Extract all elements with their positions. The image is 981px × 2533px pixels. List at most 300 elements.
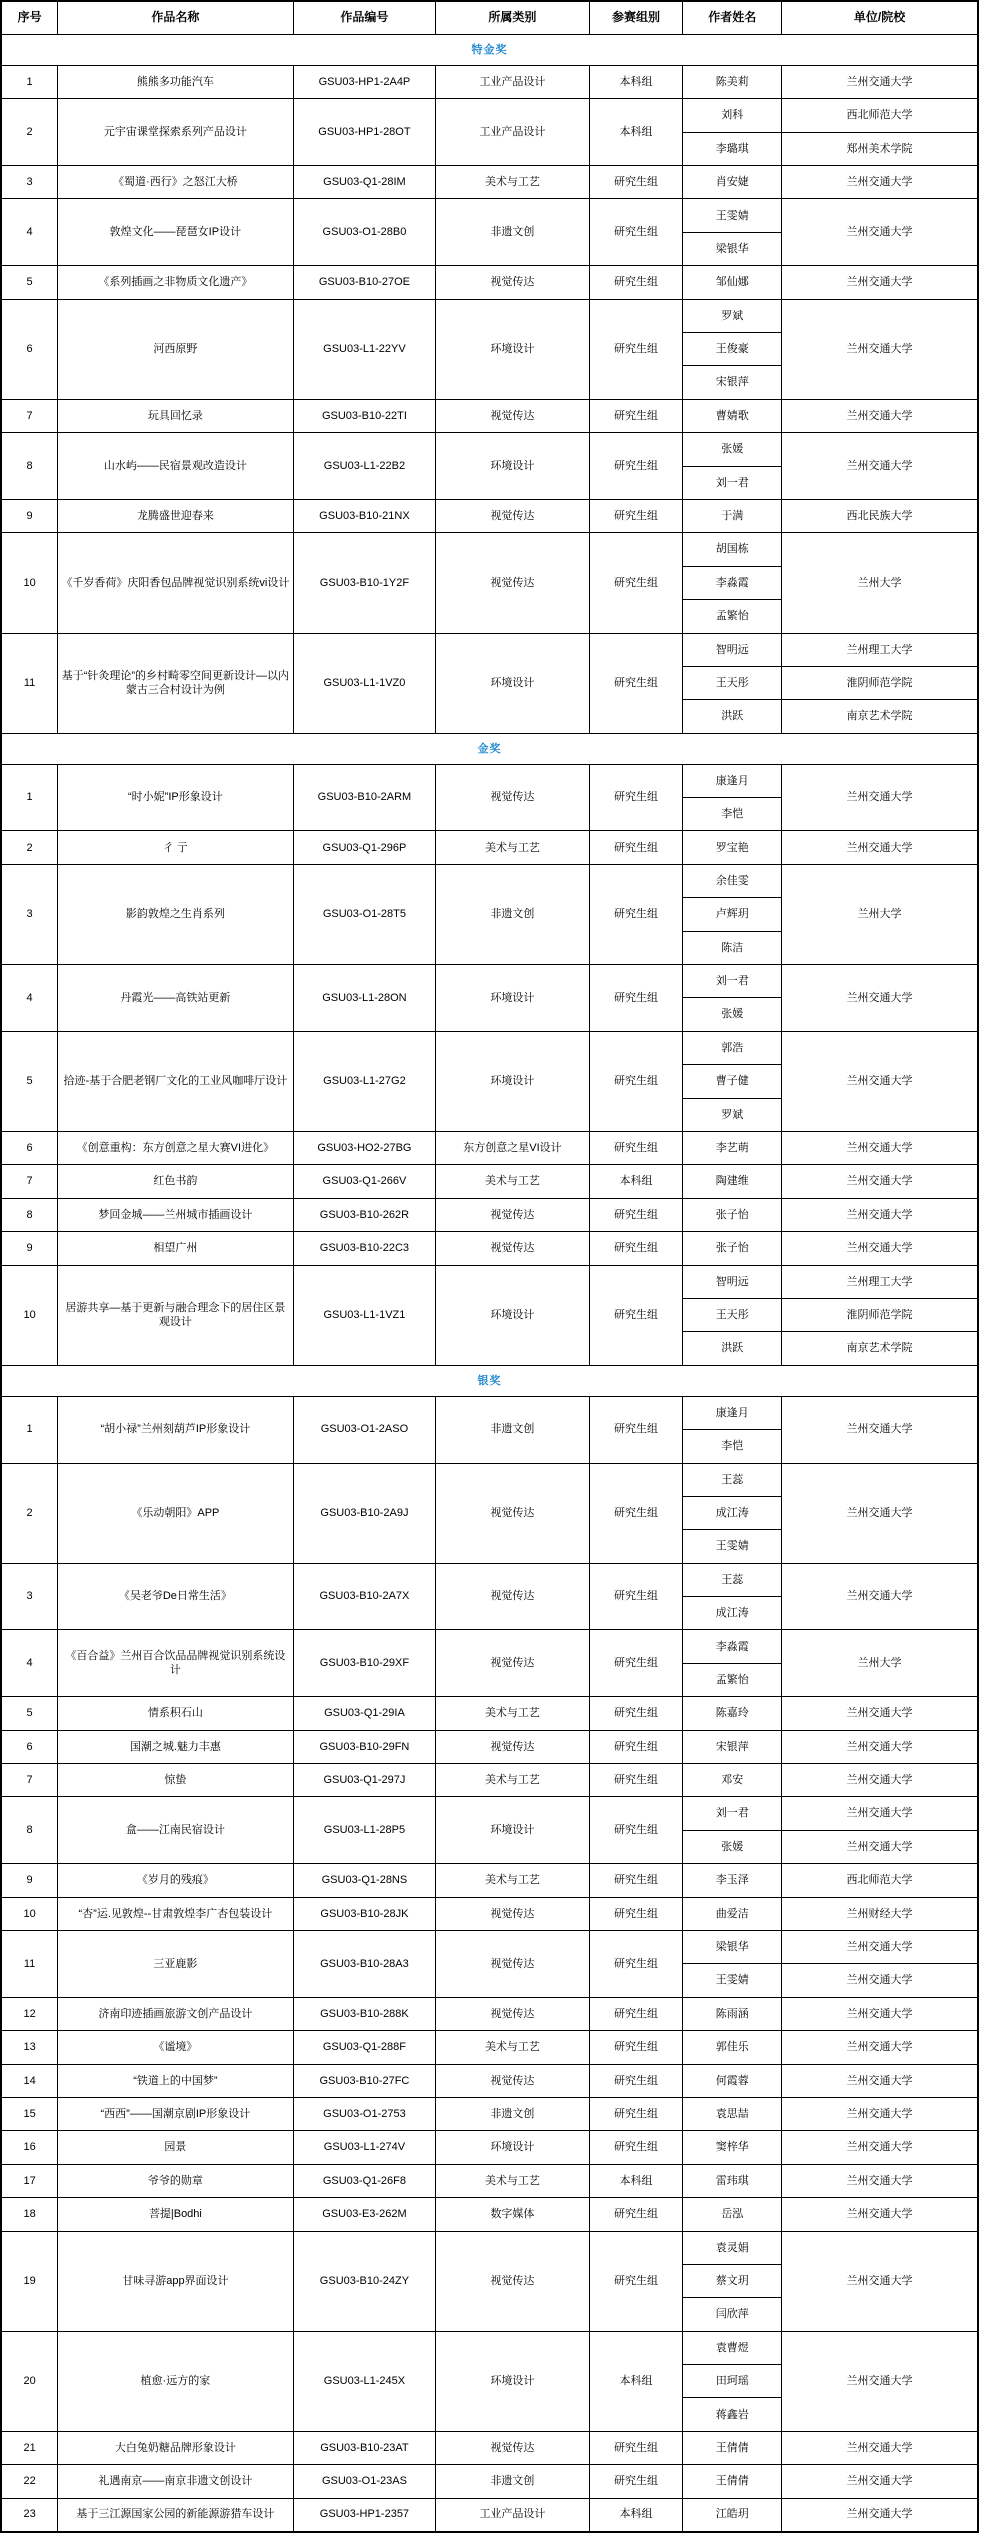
author-cell: 陈雨涵 xyxy=(683,1997,782,2030)
author-cell: 王倩倩 xyxy=(683,2431,782,2464)
entry-subrow xyxy=(1,1997,978,2030)
work-title-cell: 《吴老爷De日常生活》 xyxy=(58,1563,293,1630)
work-title-cell: 甘味寻游app界面设计 xyxy=(58,2231,293,2331)
author-cell: 王倩倩 xyxy=(683,2465,782,2498)
entry-subrow xyxy=(1,2097,978,2130)
category-cell: 视觉传达 xyxy=(436,1730,589,1763)
entry-subrow xyxy=(1,633,978,666)
entry-subrow xyxy=(1,1764,978,1797)
group-cell: 研究生组 xyxy=(589,1630,683,1697)
work-code-cell: GSU03-L1-245X xyxy=(293,2331,436,2431)
category-cell: 视觉传达 xyxy=(436,399,589,432)
column-header-1: 作品名称 xyxy=(58,1,293,34)
work-code-cell: GSU03-Q1-26F8 xyxy=(293,2164,436,2197)
work-title-cell: 国潮之城.魅力丰惠 xyxy=(58,1730,293,1763)
category-cell: 环境设计 xyxy=(436,965,589,1032)
entry-subrow xyxy=(1,1630,978,1663)
author-cell: 罗斌 xyxy=(683,299,782,332)
category-cell: 非遗文创 xyxy=(436,2465,589,2498)
work-code-cell: GSU03-B10-29XF xyxy=(293,1630,436,1697)
work-title-cell: 爷爷的勋章 xyxy=(58,2164,293,2197)
row-number-cell: 4 xyxy=(1,1630,58,1697)
category-cell: 环境设计 xyxy=(436,1031,589,1131)
author-cell: 邹仙娜 xyxy=(683,266,782,299)
row-number-cell: 23 xyxy=(1,2498,58,2531)
work-title-cell: 基于三江源国家公园的新能源游猎车设计 xyxy=(58,2498,293,2531)
work-code-cell: GSU03-Q1-288F xyxy=(293,2031,436,2064)
work-code-cell: GSU03-Q1-296P xyxy=(293,831,436,864)
entry-subrow xyxy=(1,2465,978,2498)
author-cell: 刘一君 xyxy=(683,965,782,998)
category-cell: 视觉传达 xyxy=(436,1232,589,1265)
group-cell: 研究生组 xyxy=(589,2131,683,2164)
work-code-cell: GSU03-HP1-2A4P xyxy=(293,65,436,98)
institution-cell: 兰州交通大学 xyxy=(782,1764,978,1797)
author-cell: 蔡文玥 xyxy=(683,2264,782,2297)
author-cell: 陈嘉玲 xyxy=(683,1697,782,1730)
work-title-cell: 彳 亍 xyxy=(58,831,293,864)
author-cell: 卢辉玥 xyxy=(683,898,782,931)
group-cell: 研究生组 xyxy=(589,166,683,199)
table-body xyxy=(1,34,978,2531)
column-header-6: 单位/院校 xyxy=(782,1,978,34)
row-number-cell: 7 xyxy=(1,1165,58,1198)
row-number-cell: 7 xyxy=(1,1764,58,1797)
column-header-0: 序号 xyxy=(1,1,58,34)
row-number-cell: 1 xyxy=(1,65,58,98)
work-code-cell: GSU03-Q1-28NS xyxy=(293,1864,436,1897)
row-number-cell: 6 xyxy=(1,1132,58,1165)
work-title-cell: 《系列插画之非物质文化遗产》 xyxy=(58,266,293,299)
category-cell: 视觉传达 xyxy=(436,1563,589,1630)
author-cell: 王天彤 xyxy=(683,666,782,699)
author-cell: 张媛 xyxy=(683,1830,782,1863)
work-title-cell: 梦回金城——兰州城市插画设计 xyxy=(58,1198,293,1231)
entry-subrow xyxy=(1,499,978,532)
entry-subrow xyxy=(1,299,978,332)
author-cell: 李艺萌 xyxy=(683,1132,782,1165)
section-title: 特金奖 xyxy=(1,34,978,65)
entry-subrow xyxy=(1,2498,978,2531)
category-cell: 工业产品设计 xyxy=(436,65,589,98)
category-cell: 视觉传达 xyxy=(436,266,589,299)
author-cell: 刘一君 xyxy=(683,466,782,499)
institution-cell: 兰州交通大学 xyxy=(782,764,978,831)
author-cell: 李恺 xyxy=(683,798,782,831)
author-cell: 雷玮琪 xyxy=(683,2164,782,2197)
entry-subrow xyxy=(1,1165,978,1198)
entry-subrow xyxy=(1,99,978,132)
entry-subrow xyxy=(1,2231,978,2264)
institution-cell: 兰州交通大学 xyxy=(782,1797,978,1830)
category-cell: 视觉传达 xyxy=(436,1997,589,2030)
work-code-cell: GSU03-L1-27G2 xyxy=(293,1031,436,1131)
category-cell: 环境设计 xyxy=(436,1265,589,1365)
work-code-cell: GSU03-HP1-28OT xyxy=(293,99,436,166)
author-cell: 智明远 xyxy=(683,633,782,666)
institution-cell: 兰州交通大学 xyxy=(782,2131,978,2164)
work-code-cell: GSU03-L1-274V xyxy=(293,2131,436,2164)
group-cell: 本科组 xyxy=(589,2498,683,2531)
institution-cell: 西北师范大学 xyxy=(782,1864,978,1897)
author-cell: 刘科 xyxy=(683,99,782,132)
row-number-cell: 1 xyxy=(1,764,58,831)
section-row xyxy=(1,733,978,764)
work-code-cell: GSU03-B10-1Y2F xyxy=(293,533,436,633)
work-title-cell: 菩提|Bodhi xyxy=(58,2198,293,2231)
author-cell: 胡国栋 xyxy=(683,533,782,566)
entry-subrow xyxy=(1,1198,978,1231)
category-cell: 视觉传达 xyxy=(436,1463,589,1563)
institution-cell: 兰州交通大学 xyxy=(782,1997,978,2030)
row-number-cell: 7 xyxy=(1,399,58,432)
row-number-cell: 6 xyxy=(1,299,58,399)
column-header-3: 所属类别 xyxy=(436,1,589,34)
work-title-cell: 居游共享—基于更新与融合理念下的居住区景观设计 xyxy=(58,1265,293,1365)
entry-subrow xyxy=(1,1730,978,1763)
institution-cell: 兰州交通大学 xyxy=(782,831,978,864)
entry-subrow xyxy=(1,2431,978,2464)
institution-cell: 兰州交通大学 xyxy=(782,1930,978,1963)
work-title-cell: 影韵敦煌之生肖系列 xyxy=(58,864,293,964)
row-number-cell: 10 xyxy=(1,1265,58,1365)
author-cell: 窦梓华 xyxy=(683,2131,782,2164)
column-header-5: 作者姓名 xyxy=(683,1,782,34)
entry-subrow xyxy=(1,1031,978,1064)
institution-cell: 兰州交通大学 xyxy=(782,1165,978,1198)
work-title-cell: 拾迹-基于合肥老钢厂文化的工业风咖啡厅设计 xyxy=(58,1031,293,1131)
group-cell: 研究生组 xyxy=(589,1797,683,1864)
entry-subrow xyxy=(1,2031,978,2064)
work-code-cell: GSU03-Q1-297J xyxy=(293,1764,436,1797)
row-number-cell: 21 xyxy=(1,2431,58,2464)
institution-cell: 兰州交通大学 xyxy=(782,433,978,500)
entry-subrow xyxy=(1,1396,978,1429)
group-cell: 研究生组 xyxy=(589,1232,683,1265)
work-code-cell: GSU03-B10-28JK xyxy=(293,1897,436,1930)
work-title-cell: “时小妮”IP形象设计 xyxy=(58,764,293,831)
group-cell: 研究生组 xyxy=(589,864,683,964)
category-cell: 美术与工艺 xyxy=(436,1697,589,1730)
work-title-cell: 《蜀道·西行》之怒江大桥 xyxy=(58,166,293,199)
author-cell: 张媛 xyxy=(683,433,782,466)
institution-cell: 兰州交通大学 xyxy=(782,965,978,1032)
author-cell: 陈美莉 xyxy=(683,65,782,98)
work-code-cell: GSU03-L1-22B2 xyxy=(293,433,436,500)
work-title-cell: 惊蛰 xyxy=(58,1764,293,1797)
group-cell: 研究生组 xyxy=(589,764,683,831)
row-number-cell: 11 xyxy=(1,1930,58,1997)
institution-cell: 兰州交通大学 xyxy=(782,2431,978,2464)
institution-cell: 兰州交通大学 xyxy=(782,2498,978,2531)
group-cell: 本科组 xyxy=(589,1165,683,1198)
entry-subrow xyxy=(1,1864,978,1897)
category-cell: 环境设计 xyxy=(436,299,589,399)
work-title-cell: 《乐动朝阳》APP xyxy=(58,1463,293,1563)
author-cell: 曲爱洁 xyxy=(683,1897,782,1930)
work-title-cell: 《谧境》 xyxy=(58,2031,293,2064)
category-cell: 美术与工艺 xyxy=(436,1864,589,1897)
group-cell: 研究生组 xyxy=(589,2064,683,2097)
institution-cell: 兰州交通大学 xyxy=(782,2064,978,2097)
author-cell: 梁银华 xyxy=(683,1930,782,1963)
author-cell: 于满 xyxy=(683,499,782,532)
work-title-cell: “西西”——国潮京剧IP形象设计 xyxy=(58,2097,293,2130)
institution-cell: 淮阴师范学院 xyxy=(782,1298,978,1331)
work-code-cell: GSU03-B10-28A3 xyxy=(293,1930,436,1997)
row-number-cell: 3 xyxy=(1,864,58,964)
work-code-cell: GSU03-B10-29FN xyxy=(293,1730,436,1763)
author-cell: 袁思喆 xyxy=(683,2097,782,2130)
institution-cell: 兰州交通大学 xyxy=(782,1031,978,1131)
row-number-cell: 2 xyxy=(1,99,58,166)
entry-subrow xyxy=(1,1697,978,1730)
group-cell: 研究生组 xyxy=(589,2465,683,2498)
institution-cell: 兰州交通大学 xyxy=(782,65,978,98)
institution-cell: 兰州交通大学 xyxy=(782,1730,978,1763)
institution-cell: 兰州大学 xyxy=(782,864,978,964)
group-cell: 研究生组 xyxy=(589,2031,683,2064)
group-cell: 研究生组 xyxy=(589,1563,683,1630)
row-number-cell: 13 xyxy=(1,2031,58,2064)
author-cell: 成江涛 xyxy=(683,1496,782,1529)
author-cell: 肖安婕 xyxy=(683,166,782,199)
entry-subrow xyxy=(1,1132,978,1165)
work-title-cell: 园景 xyxy=(58,2131,293,2164)
work-title-cell: 相望广州 xyxy=(58,1232,293,1265)
author-cell: 成江涛 xyxy=(683,1597,782,1630)
institution-cell: 兰州交通大学 xyxy=(782,1563,978,1630)
author-cell: 李淼霞 xyxy=(683,566,782,599)
work-code-cell: GSU03-HP1-2357 xyxy=(293,2498,436,2531)
institution-cell: 南京艺术学院 xyxy=(782,1332,978,1365)
work-title-cell: 元宇宙课堂探索系列产品设计 xyxy=(58,99,293,166)
work-title-cell: 情系积石山 xyxy=(58,1697,293,1730)
author-cell: 岳泓 xyxy=(683,2198,782,2231)
work-code-cell: GSU03-O1-2ASO xyxy=(293,1396,436,1463)
work-title-cell: 济南印迹插画旅游文创产品设计 xyxy=(58,1997,293,2030)
work-code-cell: GSU03-B10-2ARM xyxy=(293,764,436,831)
work-code-cell: GSU03-Q1-28IM xyxy=(293,166,436,199)
institution-cell: 兰州大学 xyxy=(782,1630,978,1697)
work-code-cell: GSU03-Q1-29IA xyxy=(293,1697,436,1730)
work-title-cell: 《百合益》兰州百合饮品品牌视觉识别系统设计 xyxy=(58,1630,293,1697)
institution-cell: 兰州交通大学 xyxy=(782,1830,978,1863)
work-title-cell: 龙腾盛世迎春来 xyxy=(58,499,293,532)
entry-subrow xyxy=(1,1265,978,1298)
work-code-cell: GSU03-O1-2753 xyxy=(293,2097,436,2130)
group-cell: 本科组 xyxy=(589,65,683,98)
author-cell: 宋银萍 xyxy=(683,366,782,399)
author-cell: 李璐琪 xyxy=(683,132,782,165)
work-title-cell: 红色书韵 xyxy=(58,1165,293,1198)
group-cell: 研究生组 xyxy=(589,1396,683,1463)
author-cell: 智明远 xyxy=(683,1265,782,1298)
work-title-cell: 敦煌文化——琵琶女IP设计 xyxy=(58,199,293,266)
author-cell: 陈洁 xyxy=(683,931,782,964)
row-number-cell: 6 xyxy=(1,1730,58,1763)
author-cell: 李淼霞 xyxy=(683,1630,782,1663)
author-cell: 蒋鑫岩 xyxy=(683,2398,782,2431)
row-number-cell: 10 xyxy=(1,1897,58,1930)
institution-cell: 兰州交通大学 xyxy=(782,1198,978,1231)
work-code-cell: GSU03-B10-24ZY xyxy=(293,2231,436,2331)
author-cell: 郭佳乐 xyxy=(683,2031,782,2064)
author-cell: 邓安 xyxy=(683,1764,782,1797)
category-cell: 环境设计 xyxy=(436,1797,589,1864)
category-cell: 视觉传达 xyxy=(436,2431,589,2464)
row-number-cell: 20 xyxy=(1,2331,58,2431)
row-number-cell: 2 xyxy=(1,1463,58,1563)
section-row xyxy=(1,1365,978,1396)
institution-cell: 兰州交通大学 xyxy=(782,299,978,399)
author-cell: 郭浩 xyxy=(683,1031,782,1064)
row-number-cell: 4 xyxy=(1,965,58,1032)
category-cell: 视觉传达 xyxy=(436,533,589,633)
group-cell: 研究生组 xyxy=(589,1997,683,2030)
work-title-cell: 盒——江南民宿设计 xyxy=(58,1797,293,1864)
work-code-cell: GSU03-B10-22TI xyxy=(293,399,436,432)
author-cell: 洪跃 xyxy=(683,1332,782,1365)
institution-cell: 南京艺术学院 xyxy=(782,700,978,733)
author-cell: 曹子健 xyxy=(683,1065,782,1098)
row-number-cell: 5 xyxy=(1,266,58,299)
work-title-cell: 熊熊多功能汽车 xyxy=(58,65,293,98)
category-cell: 环境设计 xyxy=(436,633,589,733)
category-cell: 视觉传达 xyxy=(436,2064,589,2097)
institution-cell: 兰州交通大学 xyxy=(782,266,978,299)
entry-subrow xyxy=(1,166,978,199)
entry-subrow xyxy=(1,1797,978,1830)
group-cell: 研究生组 xyxy=(589,1764,683,1797)
work-code-cell: GSU03-B10-288K xyxy=(293,1997,436,2030)
group-cell: 研究生组 xyxy=(589,1265,683,1365)
category-cell: 视觉传达 xyxy=(436,1897,589,1930)
group-cell: 研究生组 xyxy=(589,633,683,733)
work-code-cell: GSU03-B10-2A7X xyxy=(293,1563,436,1630)
group-cell: 研究生组 xyxy=(589,1930,683,1997)
institution-cell: 淮阴师范学院 xyxy=(782,666,978,699)
category-cell: 工业产品设计 xyxy=(436,99,589,166)
group-cell: 研究生组 xyxy=(589,1864,683,1897)
author-cell: 张子怡 xyxy=(683,1198,782,1231)
author-cell: 袁灵娟 xyxy=(683,2231,782,2264)
institution-cell: 兰州交通大学 xyxy=(782,2198,978,2231)
author-cell: 孟繁怡 xyxy=(683,600,782,633)
group-cell: 研究生组 xyxy=(589,1463,683,1563)
group-cell: 研究生组 xyxy=(589,1132,683,1165)
category-cell: 非遗文创 xyxy=(436,199,589,266)
author-cell: 王雯婧 xyxy=(683,199,782,232)
institution-cell: 兰州交通大学 xyxy=(782,2465,978,2498)
entry-subrow xyxy=(1,1930,978,1963)
work-code-cell: GSU03-B10-21NX xyxy=(293,499,436,532)
work-title-cell: 三亚鹿影 xyxy=(58,1930,293,1997)
work-code-cell: GSU03-Q1-266V xyxy=(293,1165,436,1198)
row-number-cell: 3 xyxy=(1,166,58,199)
author-cell: 王雯婧 xyxy=(683,1964,782,1997)
row-number-cell: 19 xyxy=(1,2231,58,2331)
institution-cell: 兰州交通大学 xyxy=(782,1232,978,1265)
table-header xyxy=(1,1,978,34)
entry-subrow xyxy=(1,1463,978,1496)
work-code-cell: GSU03-L1-1VZ0 xyxy=(293,633,436,733)
institution-cell: 兰州交通大学 xyxy=(782,2164,978,2197)
work-code-cell: GSU03-B10-262R xyxy=(293,1198,436,1231)
category-cell: 视觉传达 xyxy=(436,1930,589,1997)
work-title-cell: 丹霞光——高铁站更新 xyxy=(58,965,293,1032)
author-cell: 李玉泽 xyxy=(683,1864,782,1897)
work-code-cell: GSU03-HO2-27BG xyxy=(293,1132,436,1165)
row-number-cell: 8 xyxy=(1,433,58,500)
work-title-cell: 礼遇南京——南京非遗文创设计 xyxy=(58,2465,293,2498)
author-cell: 张媛 xyxy=(683,998,782,1031)
author-cell: 张子怡 xyxy=(683,1232,782,1265)
section-title: 金奖 xyxy=(1,733,978,764)
group-cell: 研究生组 xyxy=(589,199,683,266)
entry-subrow xyxy=(1,831,978,864)
section-row xyxy=(1,34,978,65)
work-title-cell: 玩具回忆录 xyxy=(58,399,293,432)
group-cell: 研究生组 xyxy=(589,533,683,633)
row-number-cell: 9 xyxy=(1,499,58,532)
row-number-cell: 5 xyxy=(1,1031,58,1131)
row-number-cell: 2 xyxy=(1,831,58,864)
entry-subrow xyxy=(1,1563,978,1596)
author-cell: 江皓玥 xyxy=(683,2498,782,2531)
author-cell: 罗宝艳 xyxy=(683,831,782,864)
group-cell: 研究生组 xyxy=(589,2198,683,2231)
row-number-cell: 5 xyxy=(1,1697,58,1730)
column-header-2: 作品编号 xyxy=(293,1,436,34)
work-code-cell: GSU03-O1-28T5 xyxy=(293,864,436,964)
work-code-cell: GSU03-L1-22YV xyxy=(293,299,436,399)
group-cell: 研究生组 xyxy=(589,1730,683,1763)
entry-subrow xyxy=(1,2064,978,2097)
category-cell: 工业产品设计 xyxy=(436,2498,589,2531)
category-cell: 数字媒体 xyxy=(436,2198,589,2231)
author-cell: 宋银萍 xyxy=(683,1730,782,1763)
group-cell: 研究生组 xyxy=(589,399,683,432)
work-code-cell: GSU03-O1-28B0 xyxy=(293,199,436,266)
row-number-cell: 9 xyxy=(1,1864,58,1897)
row-number-cell: 10 xyxy=(1,533,58,633)
institution-cell: 兰州交通大学 xyxy=(782,1132,978,1165)
entry-subrow xyxy=(1,433,978,466)
row-number-cell: 12 xyxy=(1,1997,58,2030)
author-cell: 王俊豪 xyxy=(683,333,782,366)
author-cell: 何霞蓉 xyxy=(683,2064,782,2097)
institution-cell: 兰州理工大学 xyxy=(782,633,978,666)
row-number-cell: 22 xyxy=(1,2465,58,2498)
row-number-cell: 8 xyxy=(1,1198,58,1231)
work-title-cell: 植愈·远方的家 xyxy=(58,2331,293,2431)
group-cell: 研究生组 xyxy=(589,965,683,1032)
row-number-cell: 16 xyxy=(1,2131,58,2164)
work-title-cell: “胡小禄”兰州刻葫芦IP形象设计 xyxy=(58,1396,293,1463)
entry-subrow xyxy=(1,266,978,299)
author-cell: 余佳雯 xyxy=(683,864,782,897)
group-cell: 研究生组 xyxy=(589,1897,683,1930)
category-cell: 美术与工艺 xyxy=(436,166,589,199)
category-cell: 非遗文创 xyxy=(436,864,589,964)
work-title-cell: 大白兔奶糖品牌形象设计 xyxy=(58,2431,293,2464)
author-cell: 罗斌 xyxy=(683,1098,782,1131)
row-number-cell: 3 xyxy=(1,1563,58,1630)
institution-cell: 兰州交通大学 xyxy=(782,1463,978,1563)
work-title-cell: 《岁月的残痕》 xyxy=(58,1864,293,1897)
institution-cell: 郑州美术学院 xyxy=(782,132,978,165)
